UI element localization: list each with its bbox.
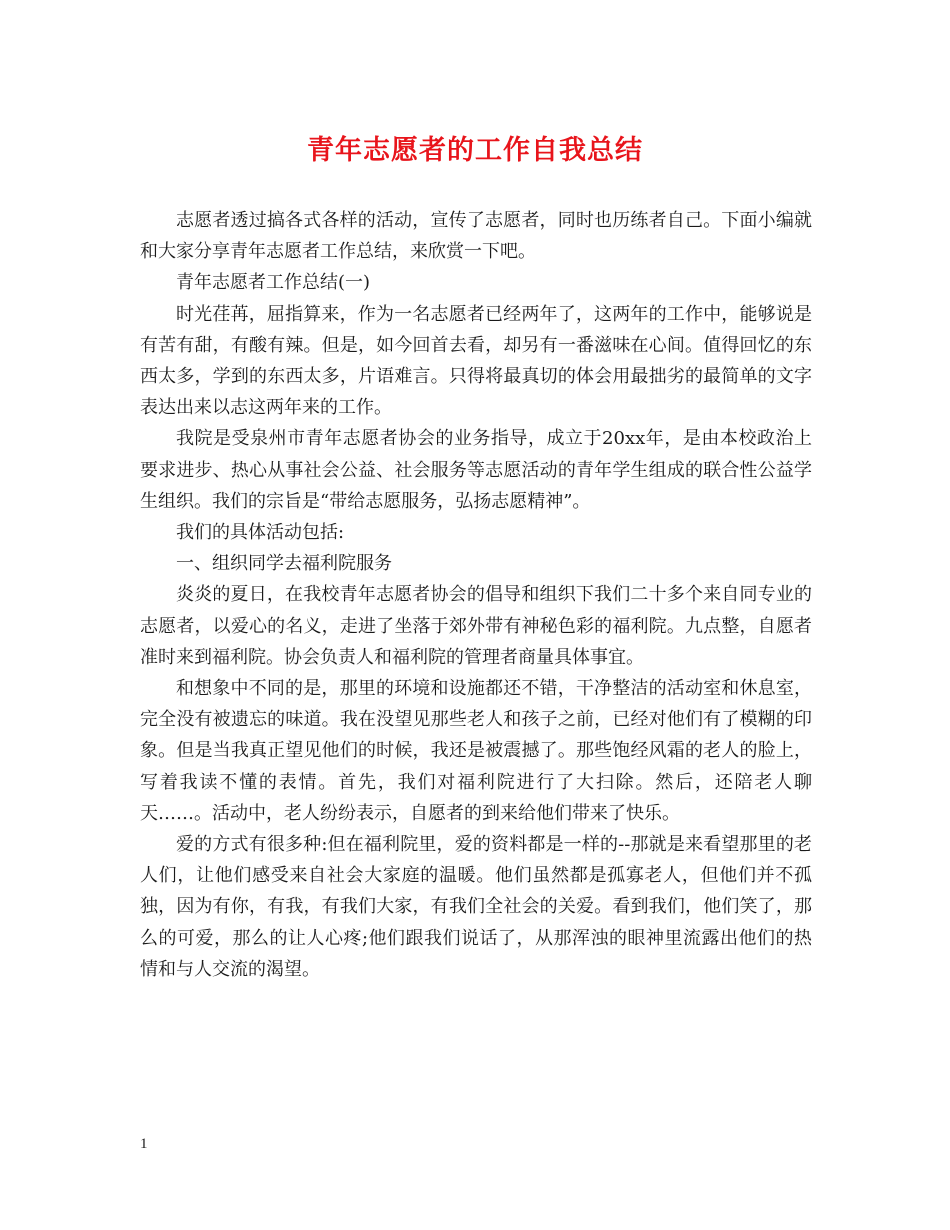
paragraph-reflection: 时光荏苒，屈指算来，作为一名志愿者已经两年了，这两年的工作中，能够说是有苦有甜，有酸有辣。但是，如今回首去看，却另有一番滋味在心间。值得回忆的东西太多，学到的东西太多，片语难言。只得将最真切的体会用最拙劣的最简单的文字表达出来以志这两年来的工作。 [140, 303, 812, 419]
paragraph-welfare-visit: 炎炎的夏日，在我校青年志愿者协会的倡导和组织下我们二十多个来自同专业的志愿者，以爱心的名义，走进了坐落于郊外带有神秘色彩的福利院。九点整，自愿者准时来到福利院。协会负责人和福利院的管理者商量具体事宜。 [140, 584, 812, 668]
paragraph-subheading: 青年志愿者工作总结(一) [176, 272, 371, 294]
paragraph-organization: 我院是受泉州市青年志愿者协会的业务指导，成立于20xx年，是由本校政治上要求进步、热心从事社会公益、社会服务等志愿活动的青年学生组成的联合性公益学生组织。我们的宗旨是“带给志愿服务，弘扬志愿精神”。 [140, 428, 812, 512]
paragraph-activity-heading: 一、组织同学去福利院服务 [176, 553, 392, 575]
paragraph-activities-lead: 我们的具体活动包括: [176, 522, 345, 544]
paragraph-environment: 和想象中不同的是，那里的环境和设施都还不错，干净整洁的活动室和休息室，完全没有被遗忘的味道。我在没望见那些老人和孩子之前，已经对他们有了模糊的印象。但是当我真正望见他们的时候，我还是被震撼了。那些饱经风霜的老人的脸上，写着我读不懂的表情。首先，我们对福利院进行了大扫除。然后，还陪老人聊天……。活动中，老人纷纷表示，自愿者的到来给他们带来了快乐。 [140, 678, 812, 824]
paragraph-intro: 志愿者透过搞各式各样的活动，宣传了志愿者，同时也历练者自己。下面小编就和大家分享青年志愿者工作总结，来欣赏一下吧。 [140, 210, 812, 263]
page-number: 1 [140, 1136, 148, 1152]
paragraph-love: 爱的方式有很多种:但在福利院里，爱的资料都是一样的--那就是来看望那里的老人们，让他们感受来自社会大家庭的温暖。他们虽然都是孤寡老人，但他们并不孤独，因为有你，有我，有我们大家，有我们全社会的关爱。看到我们，他们笑了，那么的可爱，那么的让人心疼;他们跟我们说话了，从那浑浊的眼神里流露出他们的热情和与人交流的渴望。 [140, 834, 812, 980]
document-body [140, 205, 812, 985]
document-title: 青年志愿者的工作自我总结 [307, 135, 643, 166]
